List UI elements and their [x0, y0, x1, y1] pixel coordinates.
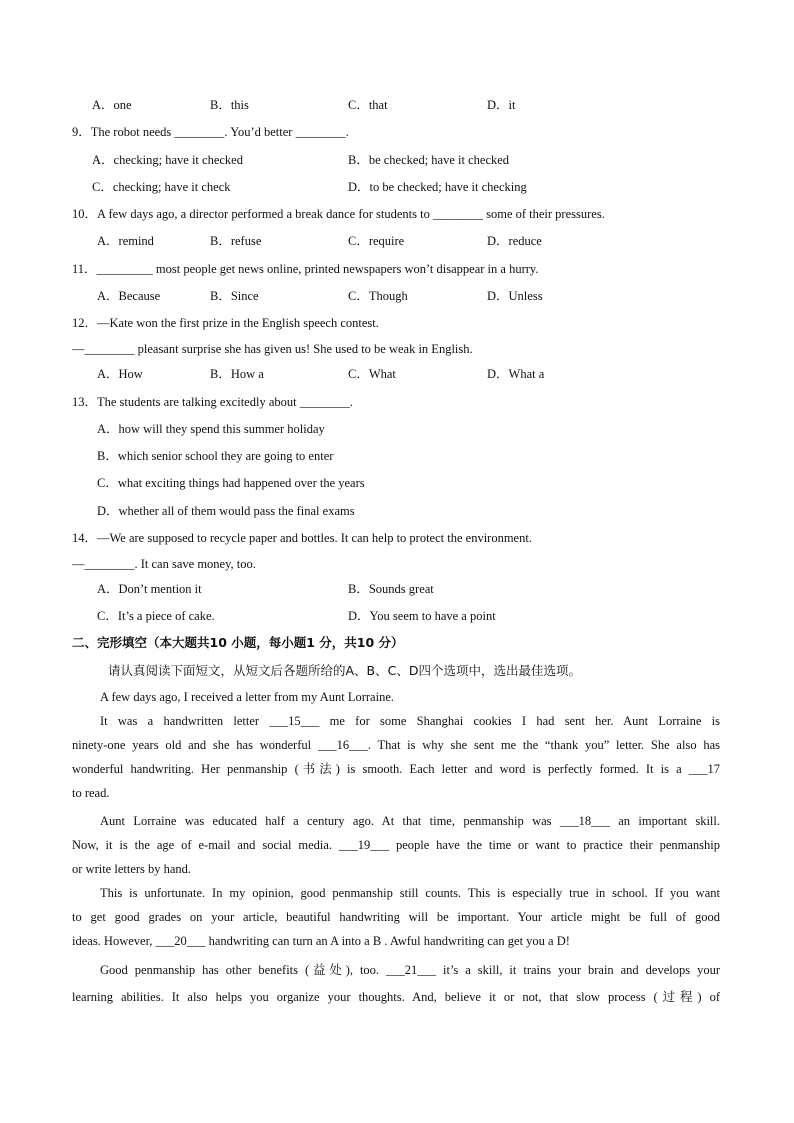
passage-line: ideas. However, ___20___ handwriting can turn an A into a B . Awful handwriting can get you a D!: [72, 934, 570, 948]
q12-stem-reply: —________ pleasant surprise she has given us! She used to be weak in English.: [72, 342, 473, 356]
passage-line: This is unfortunate. In my opinion, good penmanship still counts. This is especially true in school. If you want: [100, 886, 720, 900]
q10-option-d[interactable]: D．reduce: [487, 234, 542, 248]
passage-line: or write letters by hand.: [72, 862, 192, 876]
q13-option-c[interactable]: C．what exciting things had happened over the years: [97, 476, 365, 490]
passage-line: learning abilities. It also helps you organize your thoughts. And, believe it or not, that slow process (过程) of: [72, 990, 720, 1004]
passage-line: It was a handwritten letter ___15___ me for some Shanghai cookies I had sent her. Aunt Lorraine is: [100, 714, 720, 728]
q13-stem: 13．The students are talking excitedly about ________.: [72, 395, 353, 409]
q10-option-a[interactable]: A．remind: [97, 234, 154, 248]
q14-option-d[interactable]: D．You seem to have a point: [348, 609, 496, 623]
q10-option-b[interactable]: B．refuse: [210, 234, 262, 248]
q14-option-a[interactable]: A．Don’t mention it: [97, 582, 202, 596]
passage-line: to read.: [72, 786, 110, 800]
q9-option-d[interactable]: D．to be checked; have it checking: [348, 180, 527, 194]
q9-stem: 9．The robot needs ________. You’d better ________.: [72, 125, 349, 139]
q11-option-c[interactable]: C．Though: [348, 289, 408, 303]
q11-option-a[interactable]: A．Because: [97, 289, 161, 303]
q12-option-b[interactable]: B．How a: [210, 367, 264, 381]
q12-option-c[interactable]: C．What: [348, 367, 396, 381]
q12-option-a[interactable]: A．How: [97, 367, 143, 381]
q13-option-b[interactable]: B．which senior school they are going to enter: [97, 449, 334, 463]
q10-option-c[interactable]: C．require: [348, 234, 405, 248]
q11-stem: 11．_________ most people get news online, printed newspapers won’t disappear in a hurry.: [72, 262, 539, 276]
passage-paragraph-4: [72, 881, 720, 953]
q14-option-c[interactable]: C．It’s a piece of cake.: [97, 609, 215, 623]
q9-option-a[interactable]: A．checking; have it checked: [92, 153, 243, 167]
passage-line: Good penmanship has other benefits (益处), too. ___21___ it’s a skill, it trains your brain and develops your: [100, 963, 720, 977]
passage-line: wonderful handwriting. Her penmanship (书法) is smooth. Each letter and word is perfectly formed. It is a ___17: [72, 762, 720, 776]
q12-stem: 12．—Kate won the first prize in the English speech contest.: [72, 316, 379, 330]
passage-line: Aunt Lorraine was educated half a century ago. At that time, penmanship was ___18___ an important skill.: [100, 814, 720, 828]
q8-option-a[interactable]: A．one: [92, 98, 132, 112]
q14-option-b[interactable]: B．Sounds great: [348, 582, 434, 596]
q8-option-b[interactable]: B．this: [210, 98, 249, 112]
q13-option-a[interactable]: A．how will they spend this summer holiday: [97, 422, 325, 436]
q14-stem-reply: —________. It can save money, too.: [72, 557, 256, 571]
passage-line: to get good grades on your article, beautiful handwriting will be important. Your article might be full of good: [72, 910, 720, 924]
q11-option-d[interactable]: D．Unless: [487, 289, 543, 303]
section-instruction: 请认真阅读下面短文，从短文后各题所给的A、B、C、D四个选项中，选出最佳选项。: [108, 663, 581, 678]
passage-paragraph-1: A few days ago, I received a letter from my Aunt Lorraine.: [100, 690, 394, 704]
q12-option-d[interactable]: D．What a: [487, 367, 545, 381]
q8-option-d[interactable]: D．it: [487, 98, 516, 112]
q13-option-d[interactable]: D．whether all of them would pass the final exams: [97, 504, 355, 518]
passage-paragraph-5: [72, 957, 720, 1011]
q8-option-c[interactable]: C．that: [348, 98, 388, 112]
section-heading: 二、完形填空（本大题共10 小题，每小题1 分，共10 分）: [72, 635, 404, 650]
q14-stem: 14．—We are supposed to recycle paper and bottles. It can help to protect the environment.: [72, 531, 532, 545]
q10-stem: 10．A few days ago, a director performed a break dance for students to ________ some of their pressures.: [72, 207, 605, 221]
passage-line: ninety-one years old and she has wonderful ___16___. That is why she sent me the “thank you” letter. She also has: [72, 738, 720, 752]
q11-option-b[interactable]: B．Since: [210, 289, 259, 303]
q9-option-c[interactable]: C．checking; have it check: [92, 180, 231, 194]
q9-option-b[interactable]: B．be checked; have it checked: [348, 153, 510, 167]
passage-paragraph-2: [72, 709, 720, 805]
passage-paragraph-3: [72, 809, 720, 881]
passage-line: Now, it is the age of e-mail and social media. ___19___ people have the time or want to practice their penmanship: [72, 838, 720, 852]
